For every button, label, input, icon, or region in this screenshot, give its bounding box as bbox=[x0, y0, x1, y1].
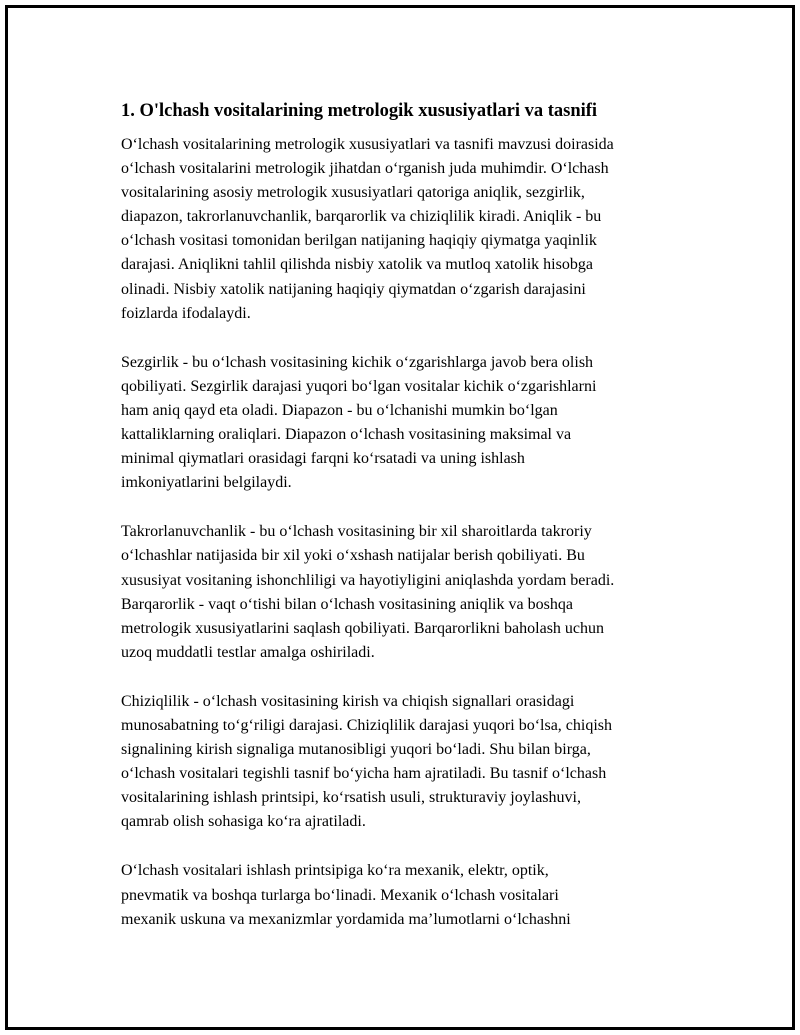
text-line: darajasi. Aniqlikni tahlil qilishda nisbiy xatolik va mutloq xatolik hisobga bbox=[121, 256, 593, 274]
text-line: Barqarorlik - vaqt o‘tishi bilan o‘lchash vositasining aniqlik va boshqa bbox=[121, 595, 573, 613]
text-line: o‘lchashlar natijasida bir xil yoki o‘xshash natijalar berish qobiliyati. Bu bbox=[121, 547, 585, 565]
text-line: o‘lchash vositasi tomonidan berilgan natijaning haqiqiy qiymatga yaqinlik bbox=[121, 232, 597, 250]
text-line: pnevmatik va boshqa turlarga bo‘linadi. Mexanik o‘lchash vositalari bbox=[121, 886, 559, 904]
text-line: ham aniq qayd eta oladi. Diapazon - bu o‘lchanishi mumkin bo‘lgan bbox=[121, 401, 558, 419]
document-body bbox=[121, 99, 711, 957]
text-line: o‘lchash vositalari tegishli tasnif bo‘yicha ham ajratiladi. Bu tasnif o‘lchash bbox=[121, 765, 607, 783]
text-line: qobiliyati. Sezgirlik darajasi yuqori bo‘lgan vositalar kichik o‘zgarishlarni bbox=[121, 377, 597, 395]
text-line: foizlarda ifodalaydi. bbox=[121, 304, 251, 322]
text-line: imkoniyatlarini belgilaydi. bbox=[121, 474, 292, 492]
text-line: Sezgirlik - bu o‘lchash vositasining kichik o‘zgarishlarga javob bera olish bbox=[121, 353, 594, 371]
text-line: vositalarining ishlash printsipi, ko‘rsatish usuli, strukturaviy joylashuvi, bbox=[121, 789, 581, 807]
text-line: Chiziqlilik - o‘lchash vositasining kirish va chiqish signallari orasidagi bbox=[121, 692, 575, 710]
paragraph-1 bbox=[121, 133, 711, 326]
text-line: O‘lchash vositalari ishlash printsipiga ko‘ra mexanik, elektr, optik, bbox=[121, 862, 549, 880]
text-line: minimal qiymatlari orasidagi farqni ko‘rsatadi va uning ishlash bbox=[121, 450, 525, 468]
text-line: munosabatning to‘g‘riligi darajasi. Chiziqlilik darajasi yuqori bo‘lsa, chiqish bbox=[121, 716, 613, 734]
text-line: Takrorlanuvchanlik - bu o‘lchash vositasining bir xil sharoitlarda takroriy bbox=[121, 523, 592, 541]
text-line: qamrab olish sohasiga ko‘ra ajratiladi. bbox=[121, 813, 366, 831]
text-line: o‘lchash vositalarini metrologik jihatdan o‘rganish juda muhimdir. O‘lchash bbox=[121, 160, 609, 178]
text-line: metrologik xususiyatlarini saqlash qobiliyati. Barqarorlikni baholash uchun bbox=[121, 619, 605, 637]
paragraph-3 bbox=[121, 520, 711, 665]
text-line: uzoq muddatli testlar amalga oshiriladi. bbox=[121, 643, 375, 661]
text-line: vositalarining asosiy metrologik xususiyatlari qatoriga aniqlik, sezgirlik, bbox=[121, 184, 585, 202]
text-line: xususiyat vositaning ishonchliligi va hayotiyligini aniqlashda yordam beradi. bbox=[121, 571, 615, 589]
text-line: olinadi. Nisbiy xatolik natijaning haqiqiy qiymatdan o‘zgarish darajasini bbox=[121, 280, 586, 298]
text-line: signalining kirish signaliga mutanosibligi yuqori bo‘ladi. Shu bilan birga, bbox=[121, 741, 591, 759]
text-line: diapazon, takrorlanuvchanlik, barqarorlik va chiziqlilik kiradi. Aniqlik - bu bbox=[121, 208, 602, 226]
document-page bbox=[5, 5, 795, 1030]
text-line: O‘lchash vositalarining metrologik xususiyatlari va tasnifi mavzusi doirasida bbox=[121, 136, 614, 153]
paragraph-4 bbox=[121, 690, 711, 835]
paragraph-5 bbox=[121, 859, 711, 931]
document-heading: 1. O'lchash vositalarining metrologik xususiyatlari va tasnifi bbox=[121, 101, 598, 121]
paragraph-2 bbox=[121, 351, 711, 496]
text-line: mexanik uskuna va mexanizmlar yordamida ma’lumotlarni o‘lchashni bbox=[121, 910, 571, 928]
text-line: kattaliklarning oraliqlari. Diapazon o‘lchash vositasining maksimal va bbox=[121, 426, 572, 444]
